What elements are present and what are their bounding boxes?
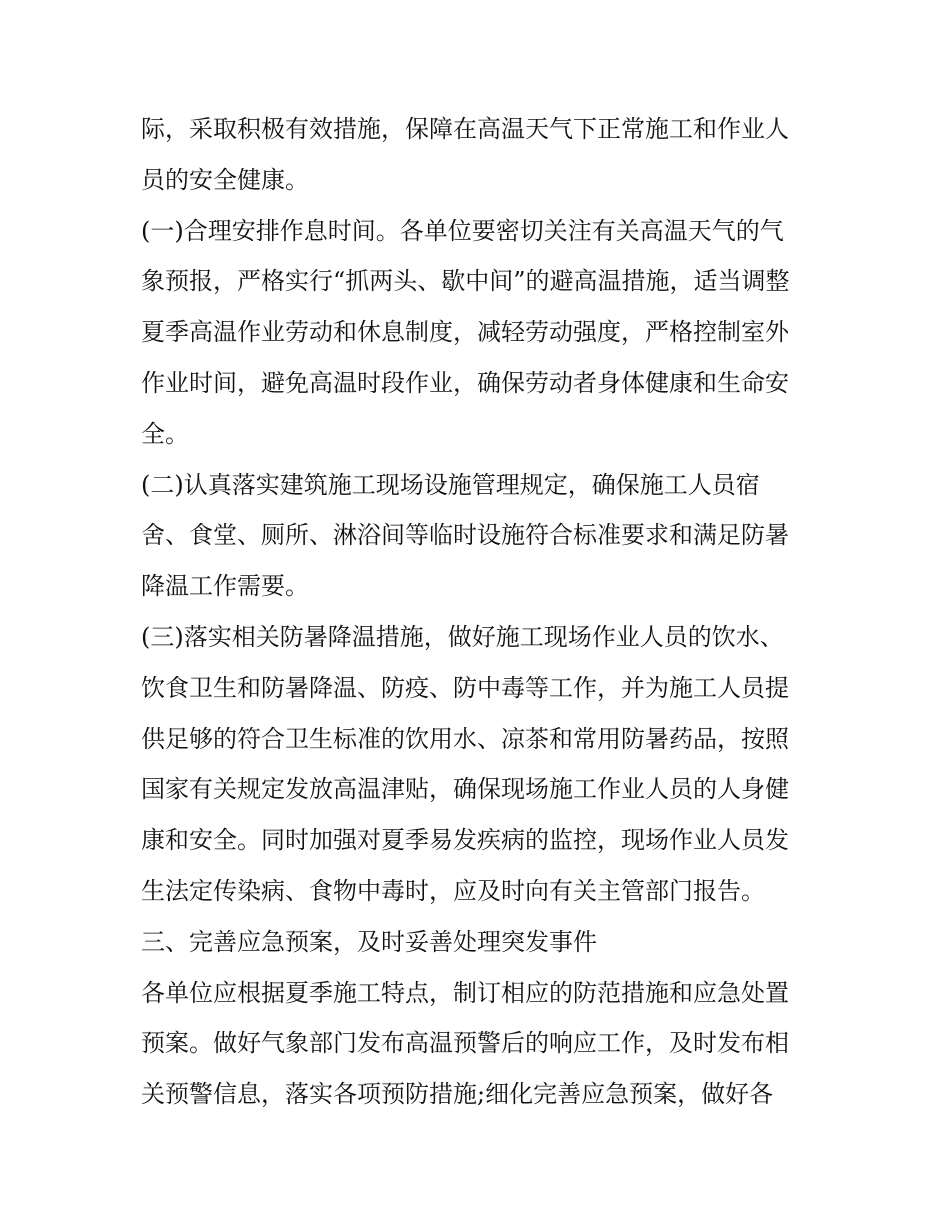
text-line-15: 康和安全。同时加强对夏季易发疾病的监控，现场作业人员发 — [141, 826, 789, 855]
text-line-16: 生法定传染病、食物中毒时，应及时向有关主管部门报告。 — [141, 876, 765, 905]
section-heading: 三、完善应急预案，及时妥善处理突发事件 — [141, 927, 597, 956]
text-line-3: (一)合理安排作息时间。各单位要密切关注有关高温天气的气 — [141, 216, 784, 245]
text-line-4: 象预报，严格实行“抓两头、歇中间”的避高温措施，适当调整 — [141, 267, 790, 296]
text-line-13: 供足够的符合卫生标准的饮用水、凉茶和常用防暑药品，按照 — [141, 724, 789, 753]
text-line-12: 饮食卫生和防暑降温、防疫、防中毒等工作，并为施工人员提 — [141, 673, 789, 702]
text-line-2: 员的安全健康。 — [141, 165, 309, 194]
text-line-10: 降温工作需要。 — [141, 572, 309, 601]
text-line-18: 各单位应根据夏季施工特点，制订相应的防范措施和应急处置 — [141, 978, 789, 1007]
text-line-9: 舍、食堂、厕所、淋浴间等临时设施符合标准要求和满足防暑 — [141, 521, 789, 550]
text-line-20: 关预警信息，落实各项预防措施;细化完善应急预案，做好各 — [141, 1080, 774, 1109]
text-line-7: 全。 — [141, 419, 189, 448]
text-line-6: 作业时间，避免高温时段作业，确保劳动者身体健康和生命安 — [141, 368, 789, 397]
text-line-1: 际，采取积极有效措施，保障在高温天气下正常施工和作业人 — [141, 115, 789, 143]
document-body — [141, 104, 821, 1120]
text-line-19: 预案。做好气象部门发布高温预警后的响应工作，及时发布相 — [141, 1029, 789, 1058]
text-line-8: (二)认真落实建筑施工现场设施管理规定，确保施工人员宿 — [141, 470, 760, 499]
text-line-11: (三)落实相关防暑降温措施，做好施工现场作业人员的饮水、 — [141, 622, 784, 651]
text-line-5: 夏季高温作业劳动和休息制度，减轻劳动强度，严格控制室外 — [141, 318, 789, 347]
text-line-14: 国家有关规定发放高温津贴，确保现场施工作业人员的人身健 — [141, 775, 789, 804]
